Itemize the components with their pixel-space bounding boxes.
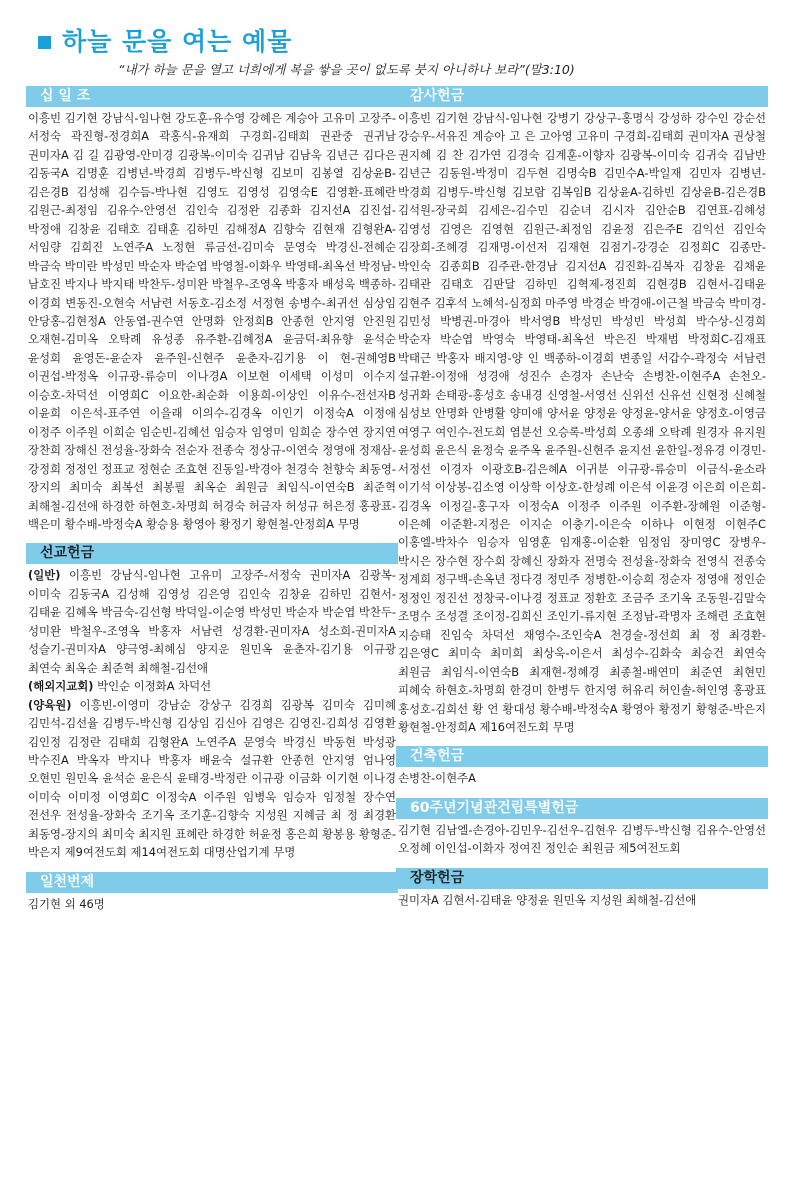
mission-general-text: 이흥빈 강남식-임나현 고유미 고장주-서정숙 권미자A 김광복-이미숙 김동국A 김성해 김영성 김은영 김인숙 김창윤 김하민 김현서-김태윤 김혜옥 박금숙-김선형 박덕일-이순영 박성민 박순자 박순엽 박찬두-성미완 박철우-조영옥 박홍자 서남련 성경환-권미자A 성소희-권미자A 성슬기-권미자A 양극영-최혜심 양지운 원민옥 윤춘자-김기용 이규광 최연숙 최옥순 최준혁 최해철-김선애	[28, 568, 396, 675]
thanks-list: 이흥빈 김기현 강남식-임나현 강병기 강상구-홍명식 강성하 강수인 강순선 강승우-서유진 계승아 고 은 고아영 고유미 구경희-김태희 권미자A 권상철 권지혜 김 찬 김가연 김경숙 김계훈-이향자 김광복-이미숙 김귀숙 김남반 김년근 김동원-박정미 김두현 김명숙B 김민수A-박일재 김민자 김병년-박경희 김병두-박신형 김보람 김복임B 김상윤A-김하빈 김상윤B-김은경B 김석원-장국희 김세은-김수민 김순녀 김시자 김안순B 김연표-김혜성 김영성 김영은 김영현 김원근-최정임 김윤정 김은주E 김익선 김인숙 김장희-조혜경 김재명-이선저 김재현 김점기-강경순 김정희C 김종만-박인숙 김종희B 김주관-한경남 김지선A 김진화-김복자 김창윤 김채윤 김태관 김태호 김판달 김하민 김혁제-정진희 김현경B 김현서-김태윤 김현주 김후석 노혜석-심정희 마주영 박경순 박경애-이근철 박금숙 박미경-김민성 박병권-마경아 박서영B 박성민 박성빈 박성희 박수상-신경희 박순자 박순엽 박영숙 박영태-최옥선 박은진 박재범 박정희C-김재표 박태근 박홍자 배지영-양 인 백종하-이경희 변종일 서갑수-곽정숙 서남련 설규환-이정애 성경애 성진수 손경자 손난숙 손병찬-이현주A 손천오-성귀화 손태광-홍성호 송내경 신영철-서영선 신위선 신유선 신현정 신혜철 심성보 안명화 안병활 양미애 양서윤 양정윤 양정윤-양서윤 양정호-이영금 여영구 여인수-전도희 염분선 오승록-박성희 오종쇄 오탁례 원경자 유지원 윤성희 윤은식 윤정숙 윤주옥 윤주원-신현주 윤지선 윤한일-정유경 이경민-서정선 이경자 이광호B-김은혜A 이귀분 이규광-류승미 이금식-윤소라 이기석 이상봉-김소영 이상학 이상호-한성례 이은석 이윤경 이은희 이은희-김경옥 이정길-홍구자 이정숙A 이정주 이주원 이주환-장혜원 이준형-이은혜 이준환-지정은 이지순 이충기-이은숙 이하나 이현정 이현주C 이홍엘-박차수 임승자 임영훈 임재홍-이순환 임정임 장미영C 장병우-박시은 장수현 장수희 장혜신 장화자 전명숙 전성율-장화숙 전영식 전종숙 정계희 정구백-손옥년 정다경 정민주 정병한-이승희 정순자 정영애 정인순 정정인 정진선 정창국-이나경 정표교 정환호 조금주 조기옥 조동원-김말숙 조명수 조성결 조이정-김희신 조인기-류지현 조정남-곽명자 조해련 조효현 지승태 진임숙 차덕선 채영수-조인숙A 천경술-정선희 최 정 최경환-김은영C 최미숙 최미희 최상욱-이은서 최성수-김화숙 최승건 최연숙 최원금 최임식-이연숙B 최재현-정혜경 최종철-배연미 최준연 최현민 피혜숙 하현호-차명희 한경미 한병두 한지영 허유리 허인솔-허인영 홍광표 홍성호-김희선 황 언 황대성 황수배-박정숙A 황영아 황정기 황형준-박은지 황현철-안정희A 제16여전도회 무명	[398, 111, 766, 734]
scholarship-header: 장학헌금	[396, 868, 768, 889]
mission-list	[26, 564, 398, 861]
first-fruit-list: 김기현 외 46명	[28, 896, 105, 911]
mission-overseas-text: 박인순 이정화A 차덕선	[97, 679, 212, 694]
bible-verse: “내가 하늘 문을 열고 너희에게 복을 쌓을 곳이 없도록 붓지 아니하나 보라”(말3:10)	[118, 62, 575, 77]
mission-general-label: (일반)	[28, 568, 61, 583]
anniversary-list: 김기현 김남엘-손경아-김민우-김선우-김현우 김병두-박신형 김유수-안영선 오정혜 이인섭-이화자 정여진 정인순 최원금 제5여전도회	[398, 822, 766, 856]
mission-care-label: (양육원)	[28, 697, 72, 712]
mission-header: 선교헌금	[26, 543, 398, 564]
mission-care-text: 이흥빈-이영미 강남순 강상구 김경희 김광복 김미숙 김미혜 김민석-김선율 김병두-박신형 김상임 김신아 김영은 김영진-김희성 김영환 김인정 김정란 김태희 김형완A 노연주A 문영숙 박경신 박동현 박성광 박수진A 박옥자 박지나 박홍자 배윤숙 설규환 안종헌 안지영 엄나영 오현민 원민옥 윤석순 윤은식 윤태경-박정란 이규광 이금화 이기현 이나경 이미숙 이미정 이영희C 이정숙A 이주원 임병욱 임승자 임정철 장수연 전선우 전성율-장화숙 조기옥 조기훈-김향숙 지성원 지혜금 최 정 최경환 최동영-장지의 최미숙 최지원 표혜란 하경한 허윤정 홍은희 황봉용 황형준-박은지 제9여전도회 제14여전도회 대명산업기계 무명	[28, 697, 397, 860]
tithe-list: 이흥빈 김기현 강남식-임나현 강도훈-유수영 강혜은 계승아 고유미 고장주-서정숙 곽진형-정경희A 곽홍식-유재희 구경희-김태희 권관중 권귀남 권미자A 김 길 김광영-안미경 김광복-이미숙 김귀남 김남욱 김년근 김다은 김동국A 김명훈 김병년-박경희 김병두-박신형 김보미 김봉열 김상윤B-김은경B 김성해 김수듬-박나현 김영도 김영성 김영숙E 김영환-표혜란 김원근-최정임 김유수-안영선 김인숙 김정완 김종화 김지선A 김진섭-박정애 김창윤 김태호 김태훈 김하민 김해정A 김향숙 김현재 김형완A-서임량 김희진 노연주A 노정현 류금선-김미숙 문영숙 박경신-전혜순 박금숙 박미란 박성민 박순자 박순엽 박영철-이화우 박영태-최옥선 박정남-남호진 박지나 박지태 박찬두-성미완 박철우-조영옥 박홍자 배성욱 백종하-이경희 변동진-오현숙 서남련 서동호-김소정 서정현 송병수-최귀선 심상임 안당홍-김현정A 안동엽-권수연 안명화 안정희B 안종헌 안지영 안진원 오재현-김미옥 오탁례 유성종 유주환-김혜정A 윤금덕-최유향 윤석순 윤성희 윤영돈-윤순자 윤주원-신현주 윤춘자-김기용 이 현-권혜영B 이권섭-박정옥 이규광-류승미 이나경A 이보현 이세택 이성미 이수지 이승호-차덕선 이영희C 이요한-최순화 이용희-이상인 이유수-전선자B 이윤희 이은석-표주연 이을래 이의수-김경옥 이인기 이정숙A 이정애 이정주 이주원 이희순 임순빈-김혜선 임승자 임영미 임희순 장수연 장지연 장찬희 장해신 전성율-장화숙 전순자 전종숙 정상규-이연숙 정영애 정재삼-강정희 정정인 정표교 정현순 조효현 진동일-박경아 천경숙 천향숙 최동영-장지의 최미숙 최복선 최봉필 최옥순 최원금 최임식-이연숙B 최준혁 최해철-김선애 하경한 하현호-차명희 허경숙 허금자 허성규 허은정 홍광표-백은미 황수배-박정숙A 황승용 황영아 황정기 황현철-안정희A 무명	[28, 111, 396, 531]
mission-overseas-label: (해외지교회)	[28, 679, 94, 694]
left-column	[26, 86, 398, 913]
thanks-header: 감사헌금	[396, 86, 768, 107]
page-title: 하늘 문을 여는 예물	[62, 27, 293, 56]
scholarship-list: 권미자A 김현서-김태윤 양정윤 원민옥 지성원 최해철-김선애	[398, 892, 697, 907]
right-column	[396, 86, 768, 909]
first-fruit-header: 일천번제	[26, 872, 398, 893]
building-list: 손병찬-이현주A	[398, 771, 476, 786]
title-bullet-icon	[38, 36, 51, 49]
building-header: 건축헌금	[396, 746, 768, 767]
tithe-header: 십 일 조	[26, 86, 398, 107]
anniversary-header: 60주년기념관건립특별헌금	[396, 798, 768, 819]
